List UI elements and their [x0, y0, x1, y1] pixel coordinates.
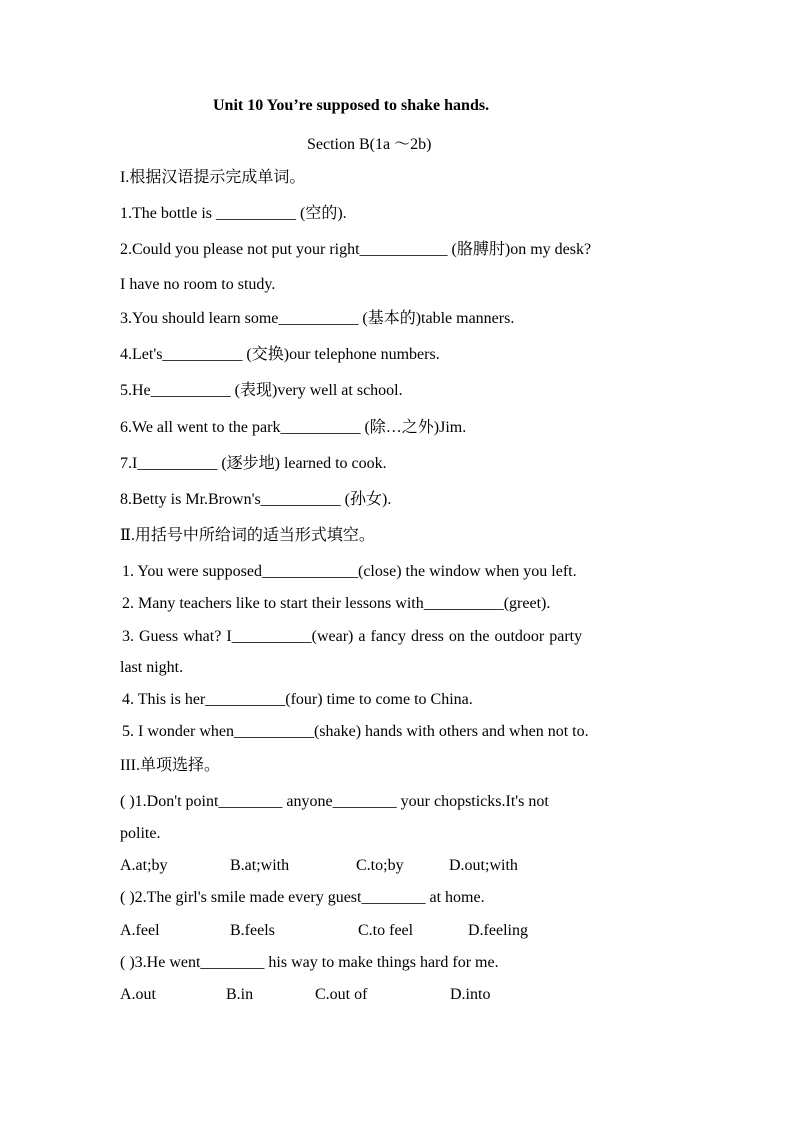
section1-item-7: 7.I__________ (逐步地) learned to cook. — [120, 455, 387, 472]
section1-item-6: 6.We all went to the park__________ (除…之外)Jim. — [120, 419, 467, 436]
question-2-stem: ( )2.The girl's smile made every guest________ at home. — [120, 889, 485, 906]
question-3-options — [120, 985, 680, 1005]
question-2-option-a: A.feel — [120, 922, 160, 939]
page-title: Unit 10 You’re supposed to shake hands. — [213, 97, 490, 114]
question-1-option-d: D.out;with — [449, 857, 518, 874]
section2-item-5: 5. I wonder when__________(shake) hands with others and when not to. — [122, 723, 589, 740]
question-1-option-b: B.at;with — [230, 857, 290, 874]
question-3-option-b: B.in — [226, 986, 254, 1003]
question-1-cont: polite. — [120, 825, 161, 842]
section2-item-4: 4. This is her__________(four) time to come to China. — [122, 691, 473, 708]
question-1-option-a: A.at;by — [120, 857, 168, 874]
section1-item-3: 3.You should learn some__________ (基本的)table manners. — [120, 310, 515, 327]
question-2-options — [120, 921, 680, 941]
question-3-option-d: D.into — [450, 986, 491, 1003]
question-1-stem: ( )1.Don't point________ anyone________ your chopsticks.It's not — [120, 793, 549, 810]
section2-item-2: 2. Many teachers like to start their lessons with__________(greet). — [122, 595, 551, 612]
section3-heading: III.单项选择。 — [120, 757, 220, 774]
question-2-option-d: D.feeling — [468, 922, 528, 939]
section1-item-2-cont: I have no room to study. — [120, 276, 276, 293]
question-2-option-c: C.to feel — [358, 922, 414, 939]
section2-item-1: 1. You were supposed____________(close) the window when you left. — [122, 563, 577, 580]
section1-item-8: 8.Betty is Mr.Brown's__________ (孙女). — [120, 491, 392, 508]
question-1-options — [120, 856, 680, 876]
section1-item-2: 2.Could you please not put your right___________ (胳膊肘)on my desk? — [120, 241, 592, 258]
question-1-option-c: C.to;by — [356, 857, 404, 874]
question-3-stem: ( )3.He went________ his way to make things hard for me. — [120, 954, 499, 971]
section2-item-3-cont: last night. — [120, 659, 184, 676]
section2-item-3: 3. Guess what? I__________(wear) a fancy dress on the outdoor party — [122, 628, 583, 645]
question-3-option-c: C.out of — [315, 986, 368, 1003]
question-2-option-b: B.feels — [230, 922, 275, 939]
section2-heading: Ⅱ.用括号中所给词的适当形式填空。 — [120, 527, 375, 544]
question-3-option-a: A.out — [120, 986, 156, 1003]
section1-heading: I.根据汉语提示完成单词。 — [120, 169, 306, 186]
section1-item-1: 1.The bottle is __________ (空的). — [120, 205, 347, 222]
section1-item-5: 5.He__________ (表现)very well at school. — [120, 382, 403, 399]
page-subtitle: Section B(1a ～2b) — [307, 136, 432, 153]
section1-item-4: 4.Let's__________ (交换)our telephone numbers. — [120, 346, 440, 363]
